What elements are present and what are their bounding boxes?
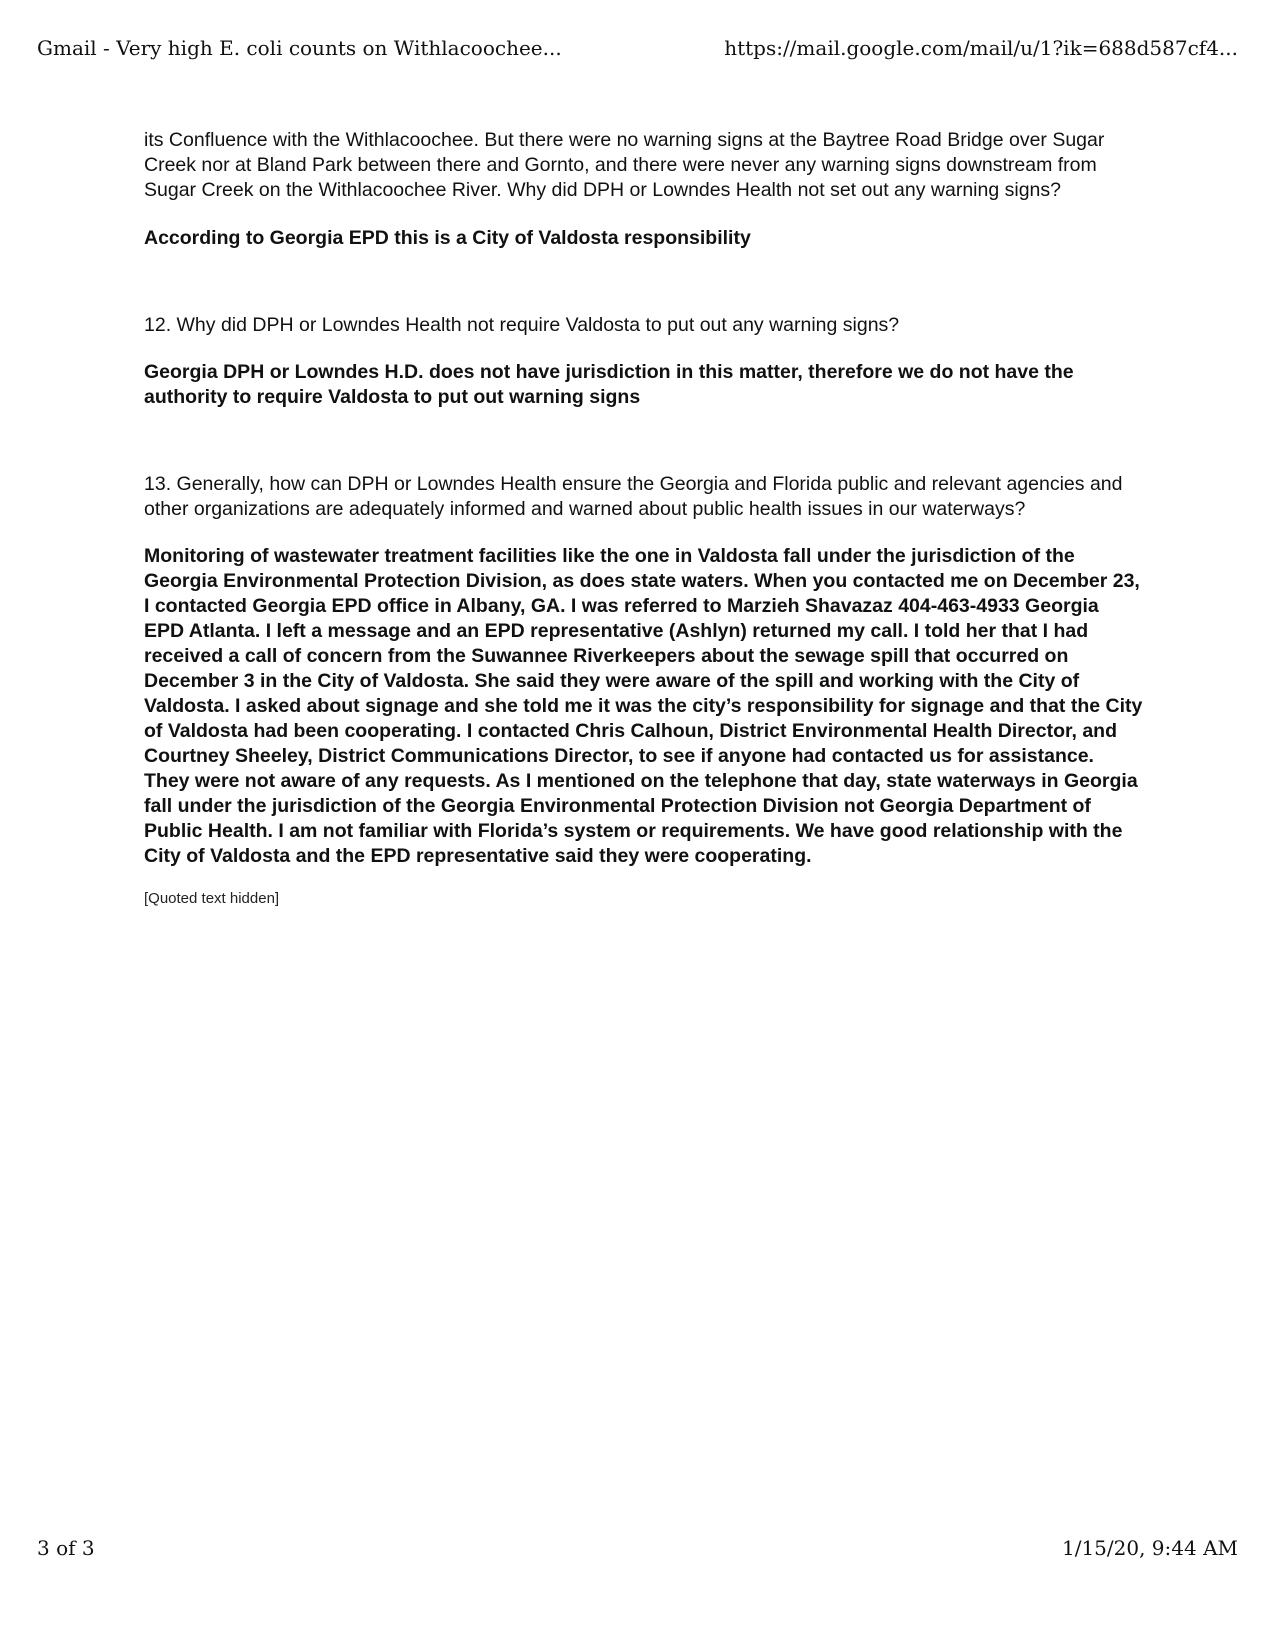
answer-paragraph: According to Georgia EPD this is a City of Valdosta responsibility bbox=[144, 227, 751, 249]
page-title: Gmail - Very high E. coli counts on Withlacoochee... bbox=[37, 36, 562, 60]
question-paragraph: its Confluence with the Withlacoochee. But there were no warning signs at the Baytree Road Bridge over Sugar Creek nor at Bland Park between there and Gornto, and there were never any warning signs downstream from Sugar Creek on the Withlacoochee River. Why did DPH or Lowndes Health not set out any warning signs? bbox=[144, 129, 1105, 201]
question-paragraph: 12. Why did DPH or Lowndes Health not require Valdosta to put out any warning signs? bbox=[144, 314, 900, 336]
question-paragraph: 13. Generally, how can DPH or Lowndes Health ensure the Georgia and Florida public and relevant agencies and other organizations are adequately informed and warned about public health issues in our waterways? bbox=[144, 473, 1123, 520]
answer-paragraph: Georgia DPH or Lowndes H.D. does not have jurisdiction in this matter, therefore we do not have the authority to require Valdosta to put out warning signs bbox=[144, 361, 1074, 408]
print-footer bbox=[37, 1536, 1238, 1566]
email-body bbox=[144, 128, 1144, 909]
quoted-text-toggle[interactable]: [Quoted text hidden] bbox=[144, 890, 280, 907]
page-number: 3 of 3 bbox=[37, 1536, 95, 1560]
print-timestamp: 1/15/20, 9:44 AM bbox=[1061, 1536, 1238, 1560]
answer-paragraph: Monitoring of wastewater treatment facilities like the one in Valdosta fall under the jurisdiction of the Georgia Environmental Protection Division, as does state waters. When you contacted me on December 23, I contacted Georgia EPD office in Albany, GA. I was referred to Marzieh Shavazaz 404-463-4933 Georgia EPD Atlanta. I left a message and an EPD representative (Ashlyn) returned my call. I told her that I had received a call of concern from the Suwannee Riverkeepers about the sewage spill that occurred on December 3 in the City of Valdosta. She said they were aware of the spill and working with the City of Valdosta. I asked about signage and she told me it was the city’s responsibility for signage and that the City of Valdosta had been cooperating. I contacted Chris Calhoun, District Environmental Health Director, and Courtney Sheeley, District Communications Director, to see if anyone had contacted us for assistance. They were not aware of any requests. As I mentioned on the telephone that day, state waterways in Georgia fall under the jurisdiction of the Georgia Environmental Protection Division not Georgia Department of Public Health. I am not familiar with Florida’s system or requirements. We have good relationship with the City of Valdosta and the EPD representative said they were cooperating. bbox=[144, 545, 1143, 867]
print-header bbox=[37, 36, 1238, 66]
page-url: https://mail.google.com/mail/u/1?ik=688d587cf4... bbox=[724, 36, 1238, 60]
